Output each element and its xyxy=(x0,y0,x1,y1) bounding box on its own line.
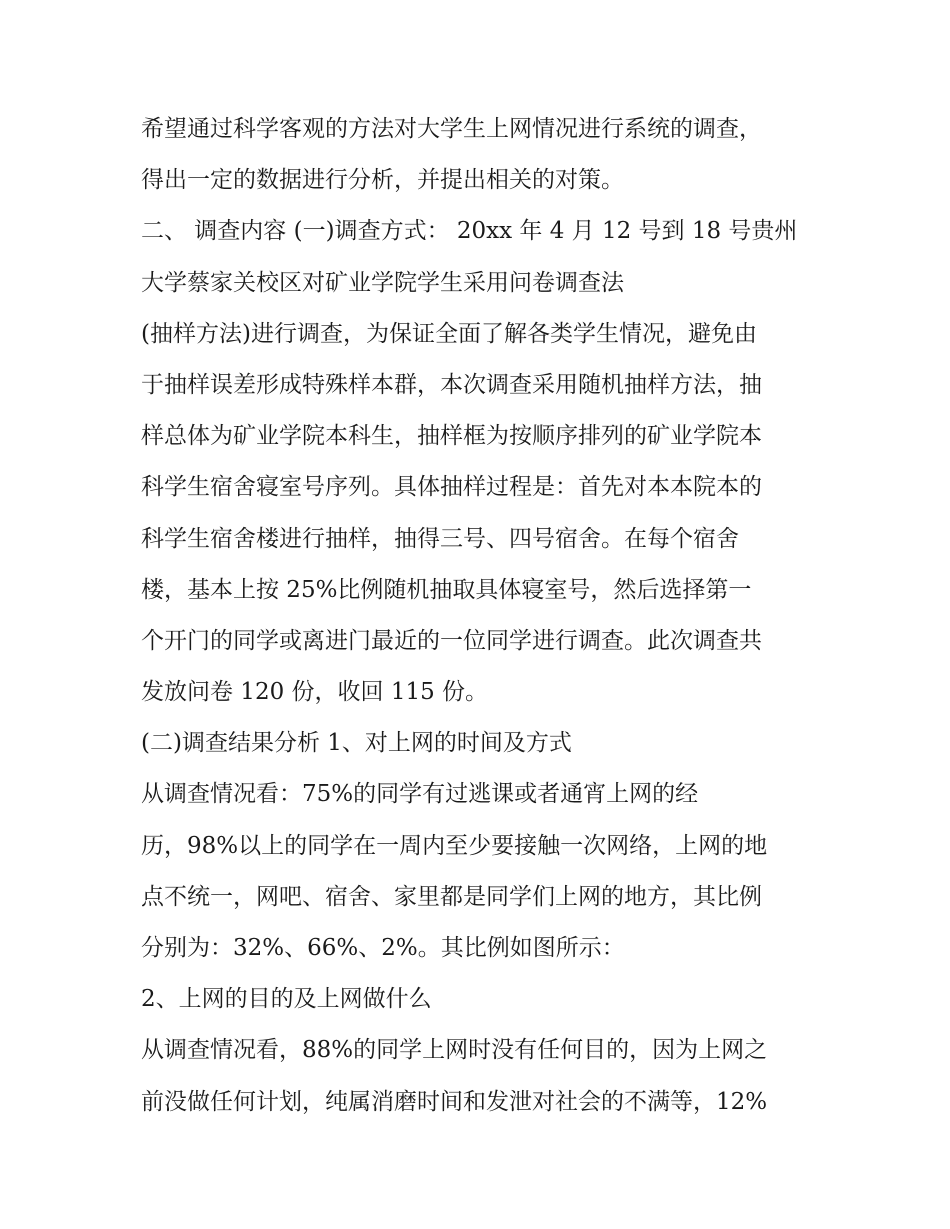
text-line-1: 希望通过科学客观的方法对大学生上网情况进行系统的调查， xyxy=(141,116,762,142)
text-line-12: 发放问卷 120 份，收回 115 份。 xyxy=(141,679,489,706)
text-line-2: 得出一定的数据进行分析，并提出相关的对策。 xyxy=(141,167,624,194)
text-line-17: 分别为：32%、66%、2%。其比例如图所示： xyxy=(141,935,625,961)
text-line-10: 楼，基本上按 25%比例随机抽取具体寝室号，然后选择第一 xyxy=(141,576,752,603)
body-text xyxy=(141,104,831,1128)
text-line-20: 前没做任何计划，纯属消磨时间和发泄对社会的不满等，12% xyxy=(141,1088,768,1115)
text-line-9: 科学生宿舍楼进行抽样，抽得三号、四号宿舍。在每个宿舍 xyxy=(141,525,739,552)
text-line-3: 二、 调查内容 (一)调查方式： 20xx 年 4 月 12 号到 18 号贵州 xyxy=(141,218,798,245)
text-line-11: 个开门的同学或离进门最近的一位同学进行调查。此次调查共 xyxy=(141,627,762,654)
text-line-18: 2、上网的目的及上网做什么 xyxy=(141,986,432,1013)
text-line-19: 从调查情况看，88%的同学上网时没有任何目的，因为上网之 xyxy=(141,1037,768,1064)
text-line-5: (抽样方法)进行调查，为保证全面了解各类学生情况，避免由 xyxy=(141,320,757,347)
text-line-6: 于抽样误差形成特殊样本群，本次调查采用随机抽样方法，抽 xyxy=(141,371,762,398)
text-line-15: 历，98%以上的同学在一周内至少要接触一次网络，上网的地 xyxy=(141,832,768,859)
text-line-7: 样总体为矿业学院本科生，抽样框为按顺序排列的矿业学院本 xyxy=(141,423,762,450)
text-line-16: 点不统一，网吧、宿舍、家里都是同学们上网的地方，其比例 xyxy=(141,883,762,910)
text-line-8: 科学生宿舍寝室号序列。具体抽样过程是：首先对本本院本的 xyxy=(141,474,762,501)
text-line-4: 大学蔡家关校区对矿业学院学生采用问卷调查法 xyxy=(141,269,624,296)
text-line-13: (二)调查结果分析 1、对上网的时间及方式 xyxy=(141,730,572,757)
text-line-14: 从调查情况看：75%的同学有过逃课或者通宵上网的经 xyxy=(141,781,699,808)
